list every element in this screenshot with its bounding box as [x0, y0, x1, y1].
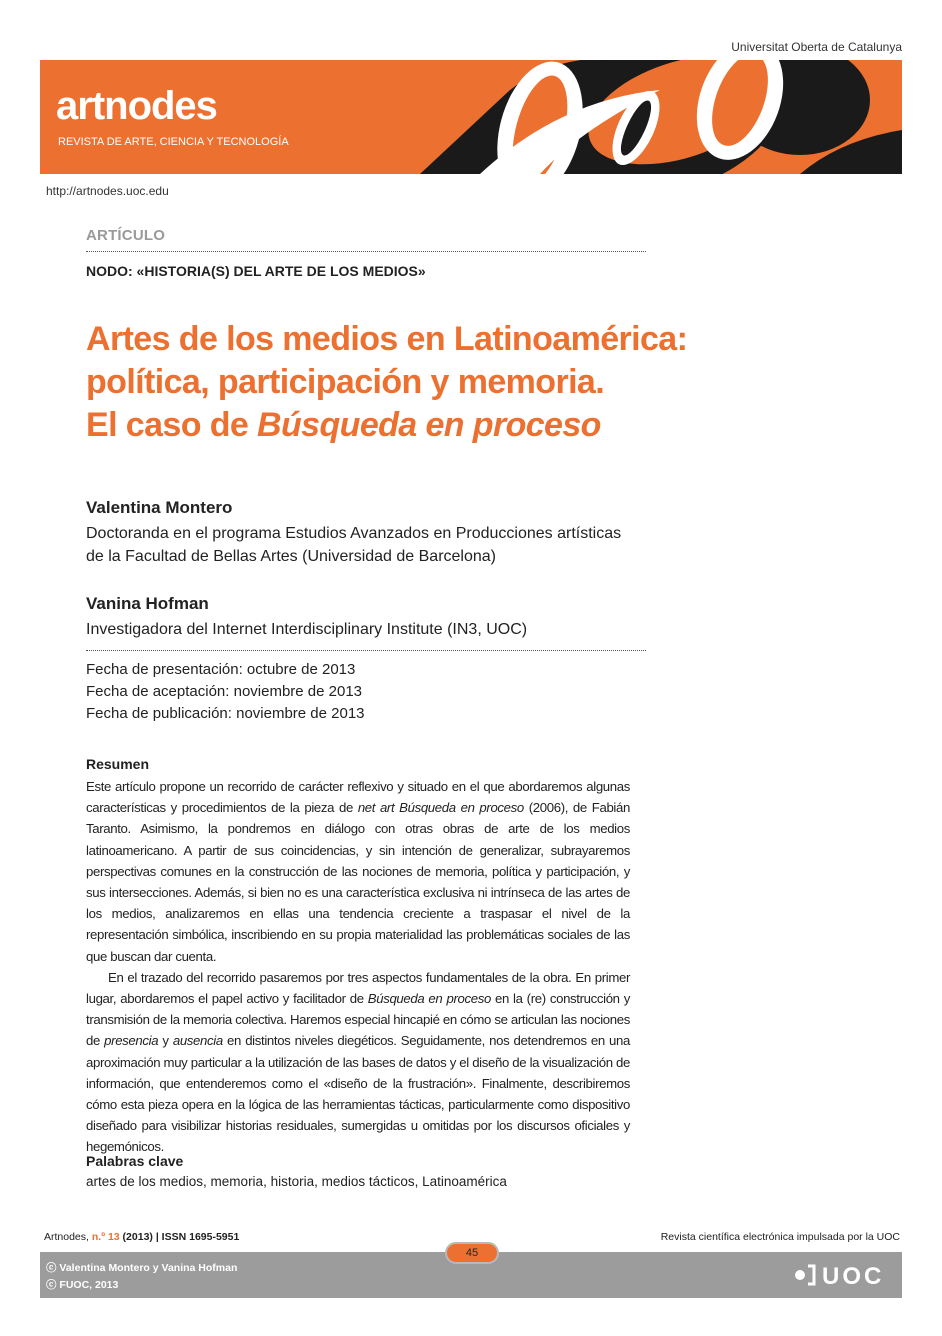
institution-name: Universitat Oberta de Catalunya	[731, 40, 902, 54]
abstract-heading: Resumen	[86, 756, 150, 772]
author-name: Valentina Montero	[86, 498, 233, 517]
author-name: Vanina Hofman	[86, 594, 209, 613]
date-submitted: Fecha de presentación: octubre de 2013	[86, 661, 356, 678]
journal-banner	[40, 60, 902, 174]
title-line-3-prefix: El caso de	[86, 406, 258, 444]
abstract-body	[86, 776, 630, 1158]
author-affiliation	[86, 522, 686, 568]
abstract-paragraph: En el trazado del recorrido pasaremos por tres aspectos fundamentales de la obra. En primer lugar, abordaremos el papel activo y facilitador de Búsqueda en proceso en la (re) construcción y transmisión de la memoria colectiva. Haremos especial hincapié en cómo se articulan las nociones de presencia y ausencia en distintos niveles diegéticos. Seguidamente, nos detendremos en una aproximación muy particular a la utilización de las bases de datos y el diseño de la visualización de información, que entenderemos como el «diseño de la frustración». Finalmente, describiremos cómo esta pieza opera en la lógica de las herramientas tácticas, particularmente como dispositivo diseñado para visibilizar historias residuales, sumergidas u omitidas por los discursos oficiales y hegemónicos.	[86, 969, 630, 1155]
copyright-org: ⓒ FUOC, 2013	[46, 1279, 119, 1291]
footer-citation: Artnodes, n.º 13 (2013) | ISSN 1695-5951	[44, 1231, 240, 1243]
affiliation-line: Doctoranda en el programa Estudios Avanzados en Producciones artísticas	[86, 525, 622, 542]
section-label: ARTÍCULO	[86, 227, 166, 244]
copyright-authors: ⓒ Valentina Montero y Vanina Hofman	[46, 1262, 238, 1274]
article-title	[86, 318, 786, 447]
divider	[86, 251, 646, 252]
node-label: NODO: «HISTORIA(S) DEL ARTE DE LOS MEDIOS»	[86, 263, 426, 279]
publication-dates	[86, 659, 365, 725]
keywords-text: artes de los medios, memoria, historia, medios tácticos, Latinoamérica	[86, 1174, 507, 1189]
footer-tagline: Revista científica electrónica impulsada por la UOC	[660, 1231, 900, 1243]
title-line-3-italic: Búsqueda en proceso	[257, 406, 601, 444]
abstract-paragraph: Este artículo propone un recorrido de carácter reflexivo y situado en el que abordaremos algunas características y procedimientos de la pieza de net art Búsqueda en proceso (2006), de Fabián Taranto. Asimismo, la pondremos en diálogo con otras obras de arte de los medios latinoamericano. A partir de sus coincidencias, y sin intención de generalizar, subrayaremos perspectivas comunes en la construcción de las nociones de memoria, política y participación, y sus intersecciones. Además, si bien no es una característica exclusiva ni intrínseca de las artes de los medios, analizaremos en ellas una tendencia creciente a traspasar el nivel de la representación simbólica, inscribiendo en su propia materialidad las problemáticas sociales de las que buscan dar cuenta.	[86, 779, 630, 964]
creative-commons-icon: ⓒ	[46, 1262, 57, 1274]
journal-subtitle: REVISTA DE ARTE, CIENCIA Y TECNOLOGÍA	[58, 136, 289, 148]
date-published: Fecha de publicación: noviembre de 2013	[86, 705, 365, 722]
journal-logo: artnodes	[56, 84, 217, 128]
date-accepted: Fecha de aceptación: noviembre de 2013	[86, 683, 363, 700]
author-affiliation: Investigadora del Internet Interdisciplinary Institute (IN3, UOC)	[86, 621, 528, 638]
creative-commons-icon: ⓒ	[46, 1279, 57, 1291]
affiliation-line: de la Facultad de Bellas Artes (Universidad de Barcelona)	[86, 548, 496, 565]
divider	[86, 650, 646, 651]
page-number: 45	[445, 1242, 499, 1264]
svg-text:UOC: UOC	[822, 1263, 885, 1288]
keywords-heading: Palabras clave	[86, 1153, 184, 1169]
uoc-logo	[792, 1262, 892, 1288]
title-line-1: Artes de los medios en Latinoamérica:	[86, 320, 688, 358]
title-line-2: política, participación y memoria.	[86, 363, 605, 401]
journal-url[interactable]: http://artnodes.uoc.edu	[46, 184, 169, 198]
